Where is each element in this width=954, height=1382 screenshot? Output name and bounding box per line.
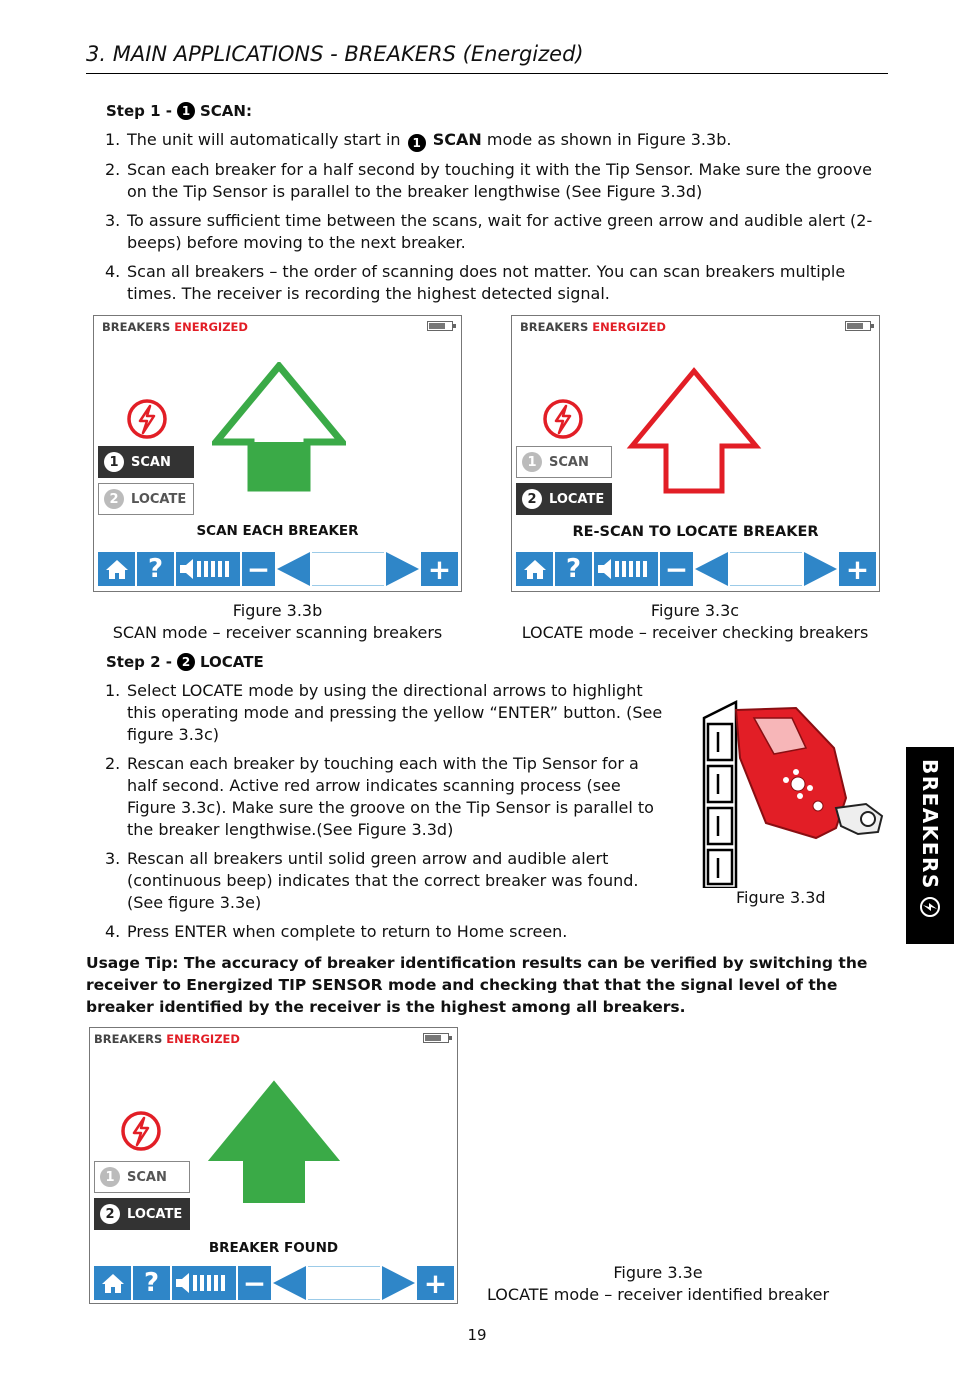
scan-mode-label: SCAN: [432, 130, 482, 149]
figure-3-3b-caption: [93, 600, 462, 644]
lightning-hazard-icon: [542, 398, 584, 440]
list-item-text: The unit will automatically start in: [127, 130, 401, 149]
list-item-text: Scan all breakers – the order of scanning does not matter. You can scan breakers multiple times. The receiver is recording the highest detected signal.: [127, 262, 846, 303]
volume-icon: [596, 556, 656, 582]
scan-number-badge: 1: [408, 134, 426, 152]
list-item: [105, 753, 665, 841]
minus-button[interactable]: −: [242, 552, 275, 586]
side-tab-label: BREAKERS: [918, 759, 942, 890]
plus-button[interactable]: +: [417, 1266, 454, 1300]
screen-toolbar: [516, 552, 876, 586]
level-slot: [312, 552, 384, 586]
list-item: [105, 848, 665, 914]
figure-3-3c-caption: [500, 600, 890, 644]
home-icon: [104, 558, 130, 580]
list-item-number: 1.: [105, 681, 121, 700]
list-item-number: 2.: [105, 754, 121, 773]
figure-caption: LOCATE mode – receiver checking breakers: [521, 623, 869, 642]
step2-heading: [106, 653, 264, 671]
volume-icon: [178, 556, 238, 582]
breakers-side-tab: [906, 747, 954, 944]
locate-mode-button[interactable]: 2 LOCATE: [516, 483, 612, 515]
help-button[interactable]: ?: [137, 552, 174, 586]
battery-icon: [845, 321, 871, 331]
locate-mode-button[interactable]: 2 LOCATE: [94, 1198, 190, 1230]
list-item: [105, 261, 880, 305]
arrow-right-icon[interactable]: [804, 552, 837, 586]
step2-heading-prefix: Step 2 -: [106, 653, 172, 671]
plus-button[interactable]: +: [421, 552, 458, 586]
step1-heading-label: SCAN:: [200, 102, 252, 120]
usage-tip: Usage Tip: The accuracy of breaker identification results can be verified by switching the receiver to Energized TIP SENSOR mode and checking that that the signal level of the breaker identified by the receiver is the highest among all breakers.: [86, 954, 868, 1016]
arrow-right-icon[interactable]: [386, 552, 419, 586]
home-button[interactable]: [516, 552, 553, 586]
screen-title: BREAKERS ENERGIZED: [102, 320, 248, 334]
screen-toolbar: [98, 552, 458, 586]
list-item-text: Rescan all breakers until solid green arrow and audible alert (continuous beep) indicates that the correct breaker was found. (See figure 3.3e): [127, 849, 639, 912]
screen-status-message: SCAN EACH BREAKER: [196, 523, 359, 539]
page-number: 19: [467, 1326, 487, 1344]
list-item: [105, 129, 880, 152]
list-item-number: 2.: [105, 160, 121, 179]
screen-title: BREAKERS ENERGIZED: [94, 1032, 240, 1046]
list-item-text: Rescan each breaker by touching each with the Tip Sensor for a half second. Active red arrow indicates scanning process (see Figure 3.3c). Make sure the groove on the Tip Sensor is parallel to the breaker lengthwise.(See Figure 3.3d): [127, 754, 654, 839]
home-icon: [100, 1272, 126, 1294]
battery-icon: [423, 1033, 449, 1043]
screen-status-message: RE-SCAN TO LOCATE BREAKER: [572, 524, 819, 540]
list-item-text: mode as shown in Figure 3.3b.: [486, 130, 732, 149]
list-item: [105, 210, 880, 254]
list-item-text: To assure sufficient time between the scans, wait for active green arrow and audible alert (2-beeps) before moving to the next breaker.: [127, 211, 873, 252]
arrow-right-icon[interactable]: [382, 1266, 415, 1300]
figure-label: Figure 3.3b: [232, 601, 323, 620]
figure-label: Figure 3.3c: [650, 601, 740, 620]
figure-3-3b-screen: [93, 315, 462, 592]
receiver-device-icon: [736, 708, 882, 838]
plus-button[interactable]: +: [839, 552, 876, 586]
lightning-icon: [919, 896, 941, 918]
list-item: [105, 159, 880, 203]
list-item-number: 3.: [105, 211, 121, 230]
list-item-text: Press ENTER when complete to return to Home screen.: [127, 922, 568, 941]
list-item: [105, 921, 665, 943]
step1-heading-prefix: Step 1 -: [106, 102, 172, 120]
volume-icon: [174, 1270, 234, 1296]
help-button[interactable]: ?: [555, 552, 592, 586]
minus-button[interactable]: −: [238, 1266, 271, 1300]
arrow-left-icon[interactable]: [277, 552, 310, 586]
list-item-number: 3.: [105, 849, 121, 868]
step1-heading: [106, 102, 252, 120]
list-item-text: Select LOCATE mode by using the directional arrows to highlight this operating mode and pressing the yellow “ENTER” button. (See figure 3.3c): [127, 681, 663, 744]
figure-label: Figure 3.3e: [613, 1263, 703, 1282]
battery-icon: [427, 321, 453, 331]
figure-3-3e-screen: [89, 1027, 458, 1304]
step2-number-badge: 2: [177, 653, 195, 671]
breaker-panel-icon: [704, 702, 736, 888]
green-outline-arrow-icon: [212, 362, 346, 492]
scan-mode-button[interactable]: 1 SCAN: [98, 446, 194, 478]
arrow-left-icon[interactable]: [695, 552, 728, 586]
figure-3-3d-illustration: [696, 688, 892, 888]
figure-3-3e-caption: [466, 1262, 850, 1306]
volume-button[interactable]: [594, 552, 658, 586]
level-slot: [308, 1266, 380, 1300]
figure-3-3c-screen: [511, 315, 880, 592]
home-button[interactable]: [98, 552, 135, 586]
screen-status-message: BREAKER FOUND: [208, 1240, 339, 1256]
red-outline-arrow-icon: [626, 366, 762, 496]
step2-heading-label: LOCATE: [200, 653, 264, 671]
home-button[interactable]: [94, 1266, 131, 1300]
screen-toolbar: [94, 1266, 454, 1300]
screen-title: BREAKERS ENERGIZED: [520, 320, 666, 334]
help-button[interactable]: ?: [133, 1266, 170, 1300]
list-item-number: 4.: [105, 262, 121, 281]
header-rule: [86, 73, 888, 74]
list-item-number: 1.: [105, 130, 121, 149]
green-solid-arrow-icon: [206, 1080, 342, 1204]
level-slot: [730, 552, 802, 586]
step1-number-badge: 1: [177, 102, 195, 120]
figure-3-3d-label: Figure 3.3d: [736, 888, 826, 907]
scan-mode-button[interactable]: 1 SCAN: [94, 1161, 190, 1193]
lightning-hazard-icon: [126, 398, 168, 440]
step1-list: [105, 129, 880, 312]
minus-button[interactable]: −: [660, 552, 693, 586]
arrow-left-icon[interactable]: [273, 1266, 306, 1300]
home-icon: [522, 558, 548, 580]
volume-button[interactable]: [172, 1266, 236, 1300]
lightning-hazard-icon: [120, 1110, 162, 1152]
scan-mode-button[interactable]: 1 SCAN: [516, 446, 612, 478]
list-item: [105, 680, 665, 746]
list-item-text: Scan each breaker for a half second by touching it with the Tip Sensor. Make sure the groove on the Tip Sensor is parallel to the breaker lengthwise (See Figure 3.3d): [127, 160, 872, 201]
page-header-title: 3. MAIN APPLICATIONS - BREAKERS (Energized): [86, 42, 584, 66]
step2-list: [105, 680, 665, 950]
list-item-number: 4.: [105, 922, 121, 941]
locate-mode-button[interactable]: 2 LOCATE: [98, 483, 194, 515]
volume-button[interactable]: [176, 552, 240, 586]
figure-caption: LOCATE mode – receiver identified breaker: [486, 1285, 830, 1304]
figure-caption: SCAN mode – receiver scanning breakers: [112, 623, 443, 642]
